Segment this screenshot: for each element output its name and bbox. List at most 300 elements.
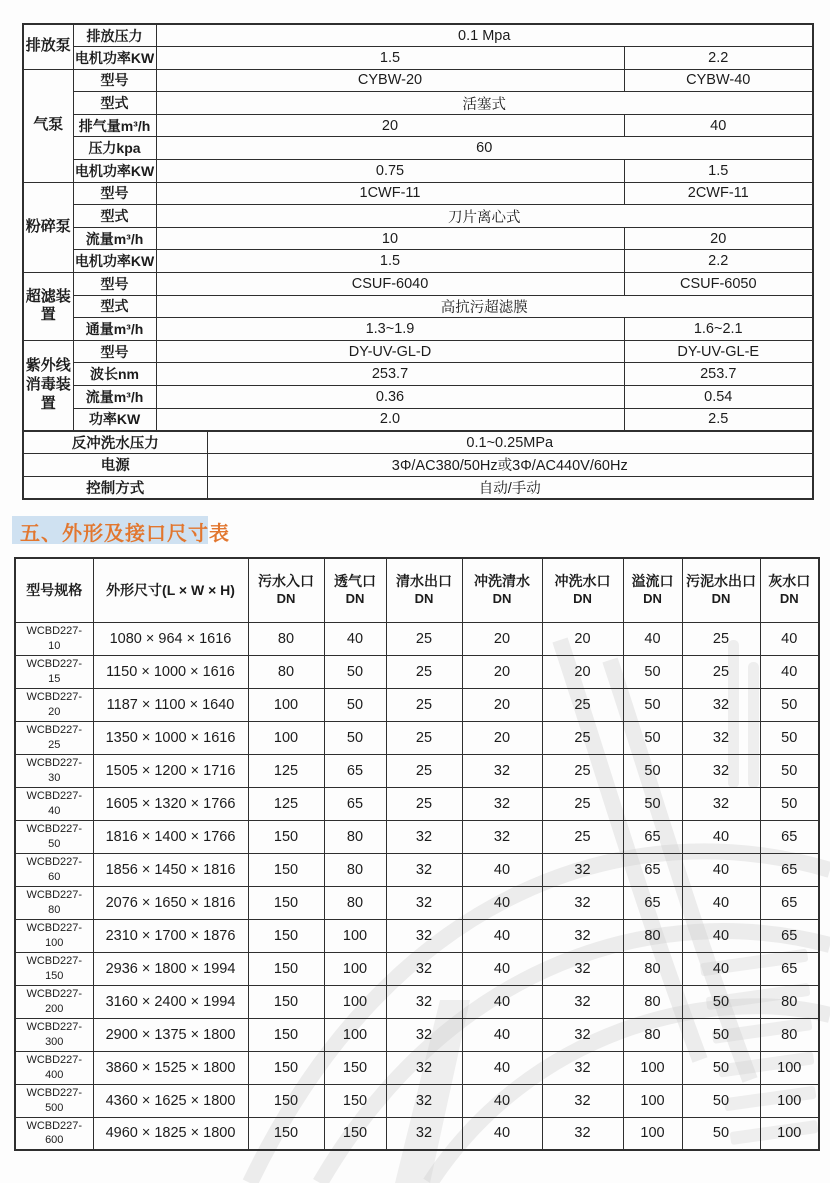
spec-param-label: 型式 [73, 205, 156, 228]
dn-value-cell: 32 [462, 787, 542, 820]
model-prefix: WCBD227- [26, 922, 83, 935]
spec-param-label: 型号 [73, 69, 156, 92]
dim-row [15, 1117, 819, 1150]
model-size: 20 [48, 705, 61, 718]
spec-value: 0.1 Mpa [156, 24, 813, 47]
dn-value-cell: 50 [760, 721, 819, 754]
spec-footer-label: 反冲洗水压力 [23, 431, 207, 454]
model-prefix: WCBD227- [26, 757, 83, 770]
model-cell [15, 1051, 93, 1084]
dn-value-cell: 100 [760, 1051, 819, 1084]
dn-value-cell: 150 [248, 886, 324, 919]
dn-value-cell: 20 [542, 622, 623, 655]
spec-value: 253.7 [156, 363, 624, 386]
spec-group-label: 粉碎泵 [23, 182, 73, 272]
dn-value-cell: 50 [324, 721, 386, 754]
dn-value-cell: 40 [462, 1018, 542, 1051]
model-size: 300 [45, 1035, 64, 1048]
dimensions-cell: 4960 × 1825 × 1800 [93, 1117, 248, 1150]
dim-row [15, 721, 819, 754]
spec-value: CYBW-40 [624, 69, 813, 92]
spec-value: 0.75 [156, 160, 624, 183]
spec-param-label: 排气量m³/h [73, 114, 156, 137]
dn-value-cell: 50 [760, 688, 819, 721]
dn-value-cell: 32 [386, 820, 462, 853]
spec-param-label: 通量m³/h [73, 318, 156, 341]
dn-value-cell: 65 [760, 919, 819, 952]
spec-value: 活塞式 [156, 92, 813, 115]
dim-header-title: 溢流口 [631, 573, 674, 590]
dn-value-cell: 32 [386, 919, 462, 952]
dim-row [15, 787, 819, 820]
spec-value: CYBW-20 [156, 69, 624, 92]
spec-footer-body [23, 431, 813, 499]
dn-value-cell: 32 [682, 688, 760, 721]
dim-header-cell [386, 558, 462, 622]
dn-value-cell: 32 [386, 1018, 462, 1051]
dim-header-unit: DN [492, 591, 512, 607]
dimensions-cell: 1350 × 1000 × 1616 [93, 721, 248, 754]
dn-value-cell: 32 [682, 787, 760, 820]
dn-value-cell: 25 [386, 688, 462, 721]
spec-row [23, 160, 813, 183]
spec-value: 1.5 [156, 47, 624, 70]
spec-footer-value: 0.1~0.25MPa [207, 431, 813, 454]
dn-value-cell: 40 [462, 1051, 542, 1084]
spec-footer-row [23, 431, 813, 454]
model-cell [15, 853, 93, 886]
spec-value: 1.5 [624, 160, 813, 183]
spec-row [23, 114, 813, 137]
dim-header-unit: DN [573, 591, 592, 607]
model-prefix: WCBD227- [26, 691, 83, 704]
spec-footer-label: 控制方式 [23, 476, 207, 499]
dimensions-cell: 1150 × 1000 × 1616 [93, 655, 248, 688]
model-size: 15 [48, 672, 61, 685]
spec-value: 2.5 [624, 408, 813, 431]
dn-value-cell: 40 [623, 622, 682, 655]
dimension-table [14, 557, 820, 1151]
dn-value-cell: 100 [623, 1051, 682, 1084]
dn-value-cell: 40 [760, 655, 819, 688]
dn-value-cell: 65 [324, 754, 386, 787]
dn-value-cell: 32 [542, 1117, 623, 1150]
dimension-table-body [15, 558, 819, 1150]
dn-value-cell: 65 [760, 886, 819, 919]
dim-header-title: 型号规格 [26, 581, 83, 598]
dn-value-cell: 50 [682, 985, 760, 1018]
dn-value-cell: 150 [248, 1117, 324, 1150]
dim-header-cell [682, 558, 760, 622]
spec-param-label: 波长nm [73, 363, 156, 386]
model-prefix: WCBD227- [26, 790, 83, 803]
model-prefix: WCBD227- [26, 1087, 83, 1100]
spec-param-label: 压力kpa [73, 137, 156, 160]
dn-value-cell: 40 [462, 1117, 542, 1150]
dn-value-cell: 50 [623, 655, 682, 688]
dn-value-cell: 40 [462, 886, 542, 919]
spec-value: 1.3~1.9 [156, 318, 624, 341]
dn-value-cell: 65 [623, 820, 682, 853]
model-prefix: WCBD227- [26, 1054, 83, 1067]
dn-value-cell: 65 [623, 853, 682, 886]
dimensions-cell: 1187 × 1100 × 1640 [93, 688, 248, 721]
dimensions-cell: 3860 × 1525 × 1800 [93, 1051, 248, 1084]
dimensions-cell: 4360 × 1625 × 1800 [93, 1084, 248, 1117]
dim-header-title: 污水入口 [258, 573, 314, 590]
dim-header-unit: DN [276, 591, 296, 607]
spec-group-label: 排放泵 [23, 24, 73, 69]
model-cell [15, 787, 93, 820]
dim-header-cell [93, 558, 248, 622]
spec-table-body [23, 24, 813, 431]
dim-header-title: 冲洗清水 [474, 573, 530, 590]
dim-row [15, 820, 819, 853]
spec-value: 0.36 [156, 386, 624, 409]
spec-value: 1.5 [156, 250, 624, 273]
model-size: 100 [45, 936, 64, 949]
dn-value-cell: 40 [682, 886, 760, 919]
dn-value-cell: 65 [760, 853, 819, 886]
spec-group-label: 气泵 [23, 69, 73, 182]
model-prefix: WCBD227- [26, 1021, 83, 1034]
spec-value: 1CWF-11 [156, 182, 624, 205]
dn-value-cell: 50 [682, 1117, 760, 1150]
dim-header-title: 冲洗水口 [554, 573, 611, 590]
spec-row [23, 182, 813, 205]
model-prefix: WCBD227- [26, 856, 83, 869]
dim-row [15, 1051, 819, 1084]
dn-value-cell: 25 [542, 721, 623, 754]
model-cell [15, 688, 93, 721]
dimensions-cell: 1816 × 1400 × 1766 [93, 820, 248, 853]
dn-value-cell: 32 [682, 754, 760, 787]
model-size: 400 [45, 1068, 64, 1081]
spec-value: CSUF-6040 [156, 273, 624, 296]
dn-value-cell: 80 [248, 655, 324, 688]
dn-value-cell: 65 [324, 787, 386, 820]
dn-value-cell: 32 [386, 985, 462, 1018]
dim-header-cell [760, 558, 819, 622]
spec-footer-value: 3Φ/AC380/50Hz或3Φ/AC440V/60Hz [207, 454, 813, 477]
dn-value-cell: 40 [462, 853, 542, 886]
spec-footer-value: 自动/手动 [207, 476, 813, 499]
dim-header-unit: DN [711, 591, 731, 607]
model-cell [15, 1117, 93, 1150]
dimensions-cell: 1505 × 1200 × 1716 [93, 754, 248, 787]
dn-value-cell: 100 [324, 1018, 386, 1051]
model-size: 500 [45, 1101, 64, 1114]
spec-param-label: 流量m³/h [73, 386, 156, 409]
dimensions-cell: 3160 × 2400 × 1994 [93, 985, 248, 1018]
spec-row [23, 92, 813, 115]
dim-header-cell [15, 558, 93, 622]
dn-value-cell: 20 [462, 721, 542, 754]
dn-value-cell: 150 [248, 1051, 324, 1084]
dn-value-cell: 150 [248, 820, 324, 853]
model-cell [15, 1018, 93, 1051]
dn-value-cell: 50 [682, 1018, 760, 1051]
section-title: 五、外形及接口尺寸表 [20, 523, 230, 545]
spec-param-label: 流量m³/h [73, 227, 156, 250]
spec-row [23, 69, 813, 92]
dn-value-cell: 150 [248, 985, 324, 1018]
spec-value: DY-UV-GL-D [156, 340, 624, 363]
dim-header-cell [542, 558, 623, 622]
dimensions-cell: 2310 × 1700 × 1876 [93, 919, 248, 952]
model-cell [15, 919, 93, 952]
dn-value-cell: 32 [386, 1051, 462, 1084]
dimensions-cell: 1080 × 964 × 1616 [93, 622, 248, 655]
dn-value-cell: 32 [682, 721, 760, 754]
model-size: 10 [48, 639, 61, 652]
model-size: 25 [48, 738, 61, 751]
dn-value-cell: 80 [248, 622, 324, 655]
dim-row [15, 886, 819, 919]
spec-value: 20 [624, 227, 813, 250]
spec-param-label: 型号 [73, 182, 156, 205]
dn-value-cell: 25 [386, 721, 462, 754]
model-cell [15, 886, 93, 919]
dn-value-cell: 125 [248, 787, 324, 820]
dn-value-cell: 50 [760, 754, 819, 787]
dn-value-cell: 20 [462, 688, 542, 721]
dn-value-cell: 150 [324, 1117, 386, 1150]
dn-value-cell: 25 [682, 622, 760, 655]
dn-value-cell: 32 [542, 985, 623, 1018]
dn-value-cell: 80 [324, 886, 386, 919]
dn-value-cell: 40 [462, 985, 542, 1018]
spec-param-label: 型式 [73, 295, 156, 318]
dn-value-cell: 50 [682, 1051, 760, 1084]
spec-value: 20 [156, 114, 624, 137]
dim-header-unit: DN [779, 591, 799, 607]
dn-value-cell: 150 [248, 952, 324, 985]
dn-value-cell: 80 [623, 919, 682, 952]
spec-row [23, 227, 813, 250]
spec-param-label: 型号 [73, 340, 156, 363]
spec-row [23, 295, 813, 318]
dn-value-cell: 25 [386, 787, 462, 820]
dn-value-cell: 80 [324, 853, 386, 886]
dimensions-cell: 1605 × 1320 × 1766 [93, 787, 248, 820]
dn-value-cell: 150 [248, 1084, 324, 1117]
spec-value: 253.7 [624, 363, 813, 386]
dim-row [15, 952, 819, 985]
dn-value-cell: 80 [760, 1018, 819, 1051]
spec-value: CSUF-6050 [624, 273, 813, 296]
dn-value-cell: 150 [248, 919, 324, 952]
dn-value-cell: 40 [682, 952, 760, 985]
dim-row [15, 853, 819, 886]
model-size: 50 [48, 837, 61, 850]
dimensions-cell: 1856 × 1450 × 1816 [93, 853, 248, 886]
dn-value-cell: 125 [248, 754, 324, 787]
spec-param-label: 型式 [73, 92, 156, 115]
dn-value-cell: 32 [386, 1117, 462, 1150]
spec-footer-label: 电源 [23, 454, 207, 477]
model-prefix: WCBD227- [26, 988, 83, 1001]
dn-value-cell: 80 [623, 985, 682, 1018]
dim-header-cell [248, 558, 324, 622]
dn-value-cell: 150 [248, 1018, 324, 1051]
dim-row [15, 1018, 819, 1051]
dn-value-cell: 25 [386, 622, 462, 655]
dn-value-cell: 50 [324, 688, 386, 721]
model-cell [15, 622, 93, 655]
dim-header-cell [462, 558, 542, 622]
dim-row [15, 655, 819, 688]
dn-value-cell: 32 [386, 853, 462, 886]
spec-value: 0.54 [624, 386, 813, 409]
dn-value-cell: 150 [324, 1051, 386, 1084]
dn-value-cell: 100 [324, 952, 386, 985]
dn-value-cell: 65 [760, 820, 819, 853]
dn-value-cell: 40 [760, 622, 819, 655]
dn-value-cell: 25 [682, 655, 760, 688]
spec-footer-row [23, 454, 813, 477]
spec-param-label: 排放压力 [73, 24, 156, 47]
dn-value-cell: 100 [248, 688, 324, 721]
spec-value: 2.2 [624, 47, 813, 70]
model-cell [15, 754, 93, 787]
spec-param-label: 型号 [73, 273, 156, 296]
dn-value-cell: 50 [682, 1084, 760, 1117]
dn-value-cell: 100 [760, 1084, 819, 1117]
dn-value-cell: 40 [462, 952, 542, 985]
dn-value-cell: 40 [682, 820, 760, 853]
dim-header-title: 清水出口 [396, 573, 452, 590]
spec-value: 刀片离心式 [156, 205, 813, 228]
dn-value-cell: 65 [623, 886, 682, 919]
dim-header-unit: DN [345, 591, 365, 607]
model-cell [15, 1084, 93, 1117]
dn-value-cell: 100 [324, 919, 386, 952]
model-cell [15, 721, 93, 754]
model-cell [15, 985, 93, 1018]
dim-header-row [15, 558, 819, 622]
spec-row [23, 318, 813, 341]
dim-header-title: 灰水口 [768, 573, 811, 590]
spec-value: 高抗污超滤膜 [156, 295, 813, 318]
dim-header-cell [324, 558, 386, 622]
spec-param-label: 电机功率KW [73, 47, 156, 70]
model-cell [15, 820, 93, 853]
spec-row [23, 47, 813, 70]
dn-value-cell: 32 [542, 1051, 623, 1084]
dn-value-cell: 100 [248, 721, 324, 754]
dim-row [15, 985, 819, 1018]
model-cell [15, 655, 93, 688]
dn-value-cell: 20 [462, 655, 542, 688]
dn-value-cell: 80 [760, 985, 819, 1018]
model-size: 60 [48, 870, 61, 883]
spec-group-label: 超滤装置 [23, 273, 73, 341]
dn-value-cell: 32 [462, 754, 542, 787]
dn-value-cell: 100 [623, 1117, 682, 1150]
dn-value-cell: 50 [623, 754, 682, 787]
model-cell [15, 952, 93, 985]
model-prefix: WCBD227- [26, 625, 83, 638]
spec-value: 40 [624, 114, 813, 137]
dim-row [15, 688, 819, 721]
dn-value-cell: 32 [542, 919, 623, 952]
spec-row [23, 386, 813, 409]
model-size: 30 [48, 771, 61, 784]
dim-row [15, 1084, 819, 1117]
dn-value-cell: 100 [324, 985, 386, 1018]
dn-value-cell: 32 [542, 952, 623, 985]
dimensions-cell: 2076 × 1650 × 1816 [93, 886, 248, 919]
dn-value-cell: 32 [542, 853, 623, 886]
spec-value: DY-UV-GL-E [624, 340, 813, 363]
model-size: 80 [48, 903, 61, 916]
model-prefix: WCBD227- [26, 889, 83, 902]
dimensions-cell: 2900 × 1375 × 1800 [93, 1018, 248, 1051]
dn-value-cell: 50 [623, 688, 682, 721]
dim-row [15, 622, 819, 655]
spec-row [23, 408, 813, 431]
model-prefix: WCBD227- [26, 823, 83, 836]
spec-value: 60 [156, 137, 813, 160]
dn-value-cell: 65 [760, 952, 819, 985]
spec-value: 10 [156, 227, 624, 250]
dim-header-title: 透气口 [334, 573, 376, 590]
dn-value-cell: 40 [682, 853, 760, 886]
model-prefix: WCBD227- [26, 724, 83, 737]
dn-value-cell: 20 [462, 622, 542, 655]
dn-value-cell: 80 [623, 1018, 682, 1051]
dn-value-cell: 50 [623, 787, 682, 820]
spec-value: 2.0 [156, 408, 624, 431]
dn-value-cell: 32 [462, 820, 542, 853]
spec-table [22, 23, 814, 432]
dim-header-unit: DN [643, 591, 662, 607]
dim-header-cell [623, 558, 682, 622]
dn-value-cell: 32 [386, 886, 462, 919]
dn-value-cell: 25 [542, 787, 623, 820]
dn-value-cell: 100 [623, 1084, 682, 1117]
dn-value-cell: 25 [386, 754, 462, 787]
dn-value-cell: 25 [386, 655, 462, 688]
spec-row [23, 250, 813, 273]
dn-value-cell: 50 [324, 655, 386, 688]
model-size: 600 [45, 1134, 64, 1147]
dn-value-cell: 25 [542, 820, 623, 853]
dn-value-cell: 40 [682, 919, 760, 952]
dn-value-cell: 80 [623, 952, 682, 985]
dn-value-cell: 25 [542, 688, 623, 721]
spec-footer-row [23, 476, 813, 499]
spec-group-label: 紫外线消毒装置 [23, 340, 73, 430]
dn-value-cell: 150 [324, 1084, 386, 1117]
spec-row [23, 205, 813, 228]
dn-value-cell: 20 [542, 655, 623, 688]
dn-value-cell: 25 [542, 754, 623, 787]
spec-row [23, 24, 813, 47]
dn-value-cell: 40 [324, 622, 386, 655]
spec-value: 2.2 [624, 250, 813, 273]
dn-value-cell: 32 [386, 1084, 462, 1117]
model-size: 150 [45, 969, 64, 982]
dn-value-cell: 32 [386, 952, 462, 985]
dim-header-title: 外形尺寸(L × W × H) [106, 581, 235, 598]
model-size: 40 [48, 804, 61, 817]
dimensions-cell: 2936 × 1800 × 1994 [93, 952, 248, 985]
spec-param-label: 电机功率KW [73, 160, 156, 183]
spec-row [23, 340, 813, 363]
dn-value-cell: 32 [542, 886, 623, 919]
